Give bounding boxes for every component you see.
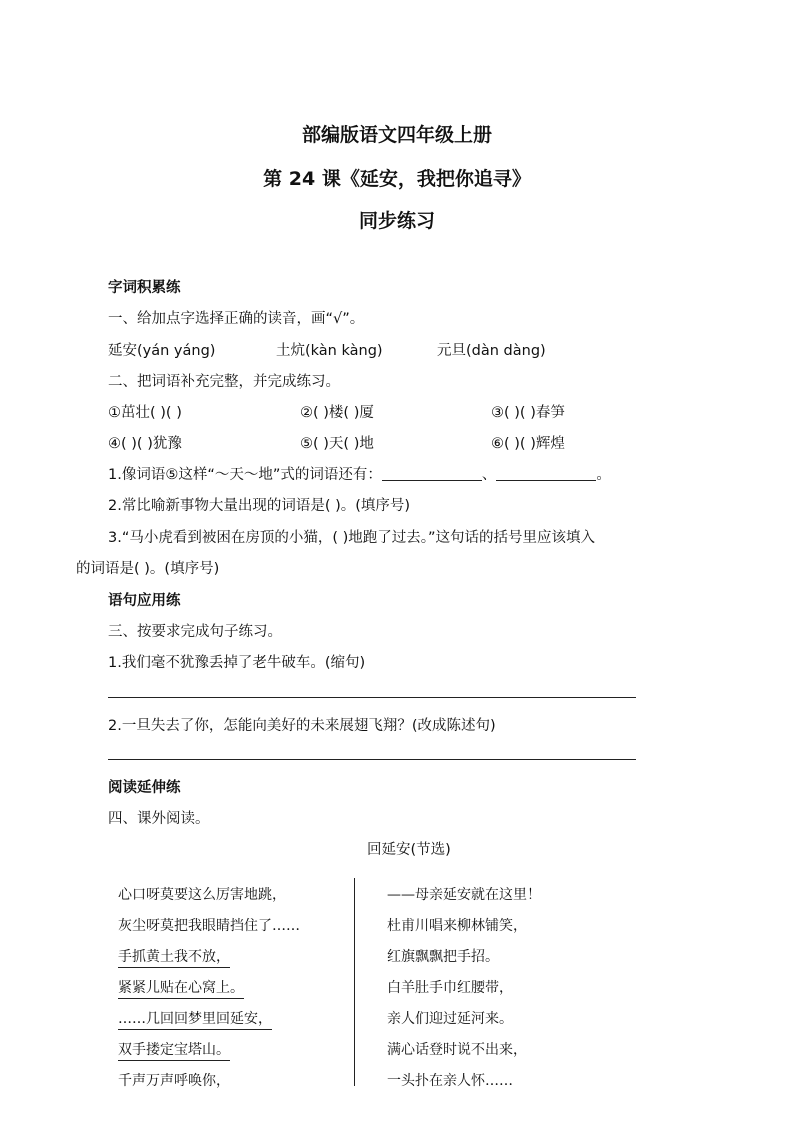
question-1: 一、给加点字选择正确的读音，画“√”。 bbox=[108, 311, 365, 327]
word-fill-3: ③( )( )春笋 bbox=[491, 405, 565, 421]
poem-title: 回延安(节选) bbox=[367, 842, 451, 858]
poem-right-line: 白羊肚手巾红腰带， bbox=[387, 980, 513, 996]
subtitle: 同步练习 bbox=[358, 210, 435, 232]
answer-line[interactable] bbox=[108, 697, 636, 698]
poem-left-line-underlined: 双手搂定宝塔山。 bbox=[118, 1039, 230, 1061]
poem-right-line: ——母亲延安就在这里！ bbox=[387, 887, 541, 903]
word-fill-2: ②( )楼( )厦 bbox=[300, 405, 374, 421]
poem-right-line: 一头扑在亲人怀…… bbox=[387, 1073, 513, 1089]
separator: 、 bbox=[481, 467, 497, 483]
poem-left-line: 灰尘呀莫把我眼睛挡住了…… bbox=[118, 918, 300, 934]
section-heading-reading: 阅读延伸练 bbox=[108, 780, 181, 796]
word-fill-5: ⑤( )天( )地 bbox=[300, 436, 374, 452]
word-fill-1: ①茁壮( )( ) bbox=[108, 405, 182, 421]
question-4: 四、课外阅读。 bbox=[108, 811, 210, 827]
sub-question-3-line-1: 3.“马小虎看到被困在房顶的小猫，( )地跑了过去。”这句话的括号里应该填入 bbox=[108, 530, 596, 546]
poem-right-line: 亲人们迎过延河来。 bbox=[387, 1011, 513, 1027]
task-2: 2.一旦失去了你，怎能向美好的未来展翅飞翔？(改成陈述句) bbox=[108, 718, 496, 734]
question-2: 二、把词语补充完整，并完成练习。 bbox=[108, 374, 340, 390]
question-3: 三、按要求完成句子练习。 bbox=[108, 624, 282, 640]
answer-blank[interactable] bbox=[496, 466, 596, 482]
sub-question-3-line-2: 的词语是( )。(填序号) bbox=[76, 561, 220, 577]
poem-right-line: 杜甫川唱来柳林铺笑， bbox=[387, 918, 527, 934]
poem-left-line-underlined: 手抓黄土我不放， bbox=[118, 946, 230, 968]
sub-question-1 bbox=[108, 463, 611, 484]
poem-left-line-underlined: ……几回回梦里回延安， bbox=[118, 1008, 272, 1030]
poem-right-line: 红旗飘飘把手招。 bbox=[387, 949, 499, 965]
answer-line[interactable] bbox=[108, 759, 636, 760]
sentence-end: 。 bbox=[596, 467, 611, 483]
pinyin-option-3: 元旦(dàn dàng) bbox=[437, 343, 546, 359]
answer-blank[interactable] bbox=[382, 466, 482, 482]
sub-question-2: 2.常比喻新事物大量出现的词语是( )。(填序号) bbox=[108, 498, 411, 514]
pinyin-option-1: 延安(yán yáng) bbox=[108, 343, 216, 359]
task-1: 1.我们毫不犹豫丢掉了老牛破车。(缩句) bbox=[108, 655, 366, 671]
poem-right-line: 满心话登时说不出来， bbox=[387, 1042, 527, 1058]
section-heading-sentences: 语句应用练 bbox=[108, 593, 181, 609]
poem-left-line-underlined: 紧紧儿贴在心窝上。 bbox=[118, 977, 244, 999]
poem-left-line: 千声万声呼唤你， bbox=[118, 1073, 230, 1089]
word-fill-4: ④( )( )犹豫 bbox=[108, 436, 182, 452]
section-heading-vocabulary: 字词积累练 bbox=[108, 280, 181, 296]
word-fill-6: ⑥( )( )辉煌 bbox=[491, 436, 565, 452]
lesson-title: 第 24 课《延安，我把你追寻》 bbox=[263, 168, 531, 190]
poem-left-line: 心口呀莫要这么厉害地跳， bbox=[118, 887, 286, 903]
pinyin-option-2: 土炕(kàn kàng) bbox=[276, 343, 383, 359]
column-divider bbox=[354, 878, 355, 1086]
document-title: 部编版语文四年级上册 bbox=[301, 124, 492, 146]
sub-question-1-text: 1.像词语⑤这样“～天～地”式的词语还有： bbox=[108, 467, 382, 483]
